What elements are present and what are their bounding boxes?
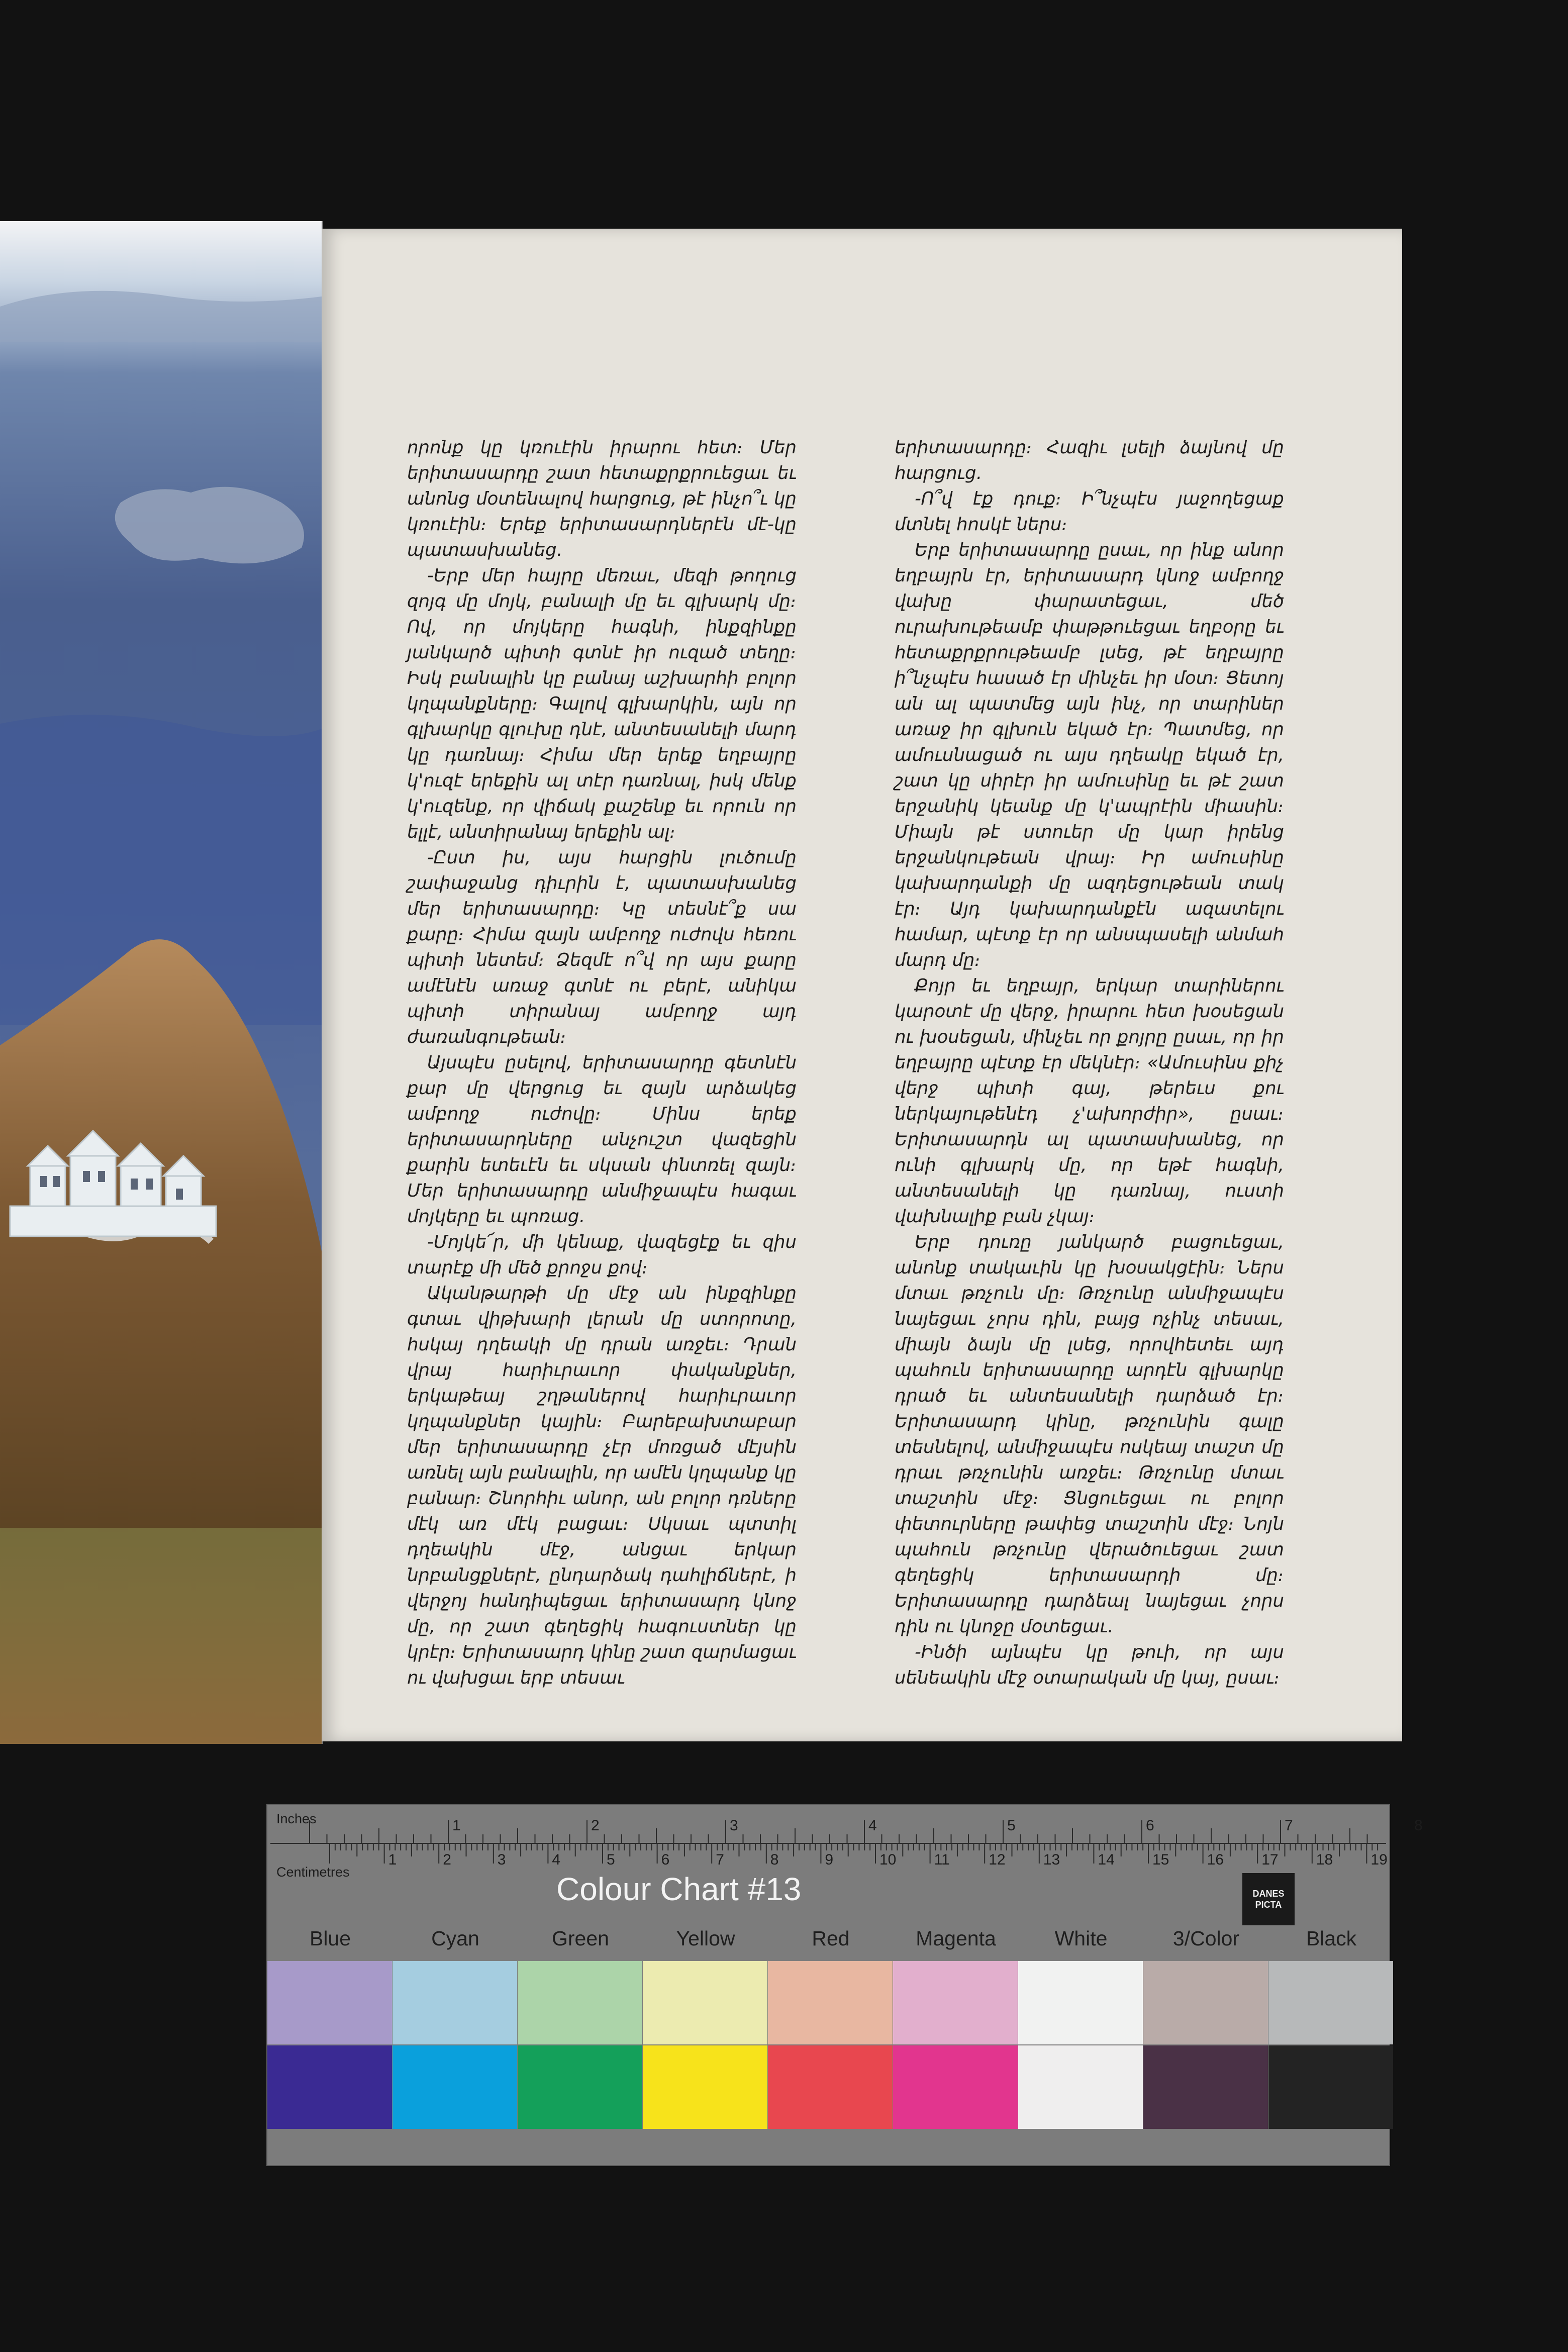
- paragraph: Ականթարթի մը մէջ ան ինքզինքը գտաւ վիթխարի լերան մը ստորոտը, հսկայ դղեակի մը դրան առջեւ։ Դրան վրայ հարիւրաւոր փականքներ, երկաթեայ շղթաներով հարիւրաւոր կղպանքներ կային։ Բարեբախտաբար մեր երիտասարդը չէր մոռցած մէյսին առնել այն բանալին, որ ամէն կղպանք կը բանար։ Շնորհիւ անոր, ան բոլոր դռները մէկ առ մէկ բացաւ։ Սկսաւ պտտիլ դղեակին մէջ, անցաւ երկար նրբանցքներէ, ընդարձակ դահլիճներէ, ի վերջոյ հանդիպեցաւ երիտասարդ կնոջ մը, որ շատ գեղեցիկ հագուստներ կը կրէր։ Երիտասարդ կինը շատ զարմացաւ ու վախցաւ երբ տեսաւ: [407, 1283, 797, 1688]
- inch-tick-label: 6: [1146, 1817, 1154, 1834]
- swatch-label-cyan: Cyan: [431, 1927, 479, 1950]
- colour-chart-card: [266, 1804, 1423, 2166]
- chart-title: Colour Chart #13: [556, 1871, 802, 1907]
- cm-tick-label: 6: [661, 1851, 670, 1868]
- swatch-dark-3-color: [1143, 2045, 1268, 2129]
- watercolor-landscape-image: [0, 221, 322, 1744]
- swatch-light-white: [1018, 1961, 1143, 2044]
- paragraph: Երբ դուռը յանկարծ բացուեցաւ, անոնք տակաւին կը խօսակցէին։ Ներս մտաւ թռչուն մը։ Թռչունը անմիջապէս նայեցաւ չորս դին, բայց ոչինչ տեսաւ, միայն ձայն մը լսեց, որովհետեւ այդ պահուն երիտասարդը արդէն գլխարկը դրած եւ անտեսանելի դարձած էր։ Երիտասարդ կինը, թռչունին գալը տեսնելով, անմիջապէս ոսկեայ տաշտ մը դրաւ թռչունին առջեւ։ Թռչունը մտաւ տաշտին մէջ։ Ցնցուեցաւ ու բոլոր փետուրները թափեց տաշտին մէջ։ Նոյն պահուն թռչունը վերածուեցաւ շատ գեղեցիկ երիտասարդի մը։ Երիտասարդը դարձեալ նայեցաւ չորս դին ու կնոջը մօտեցաւ․: [895, 1232, 1284, 1637]
- swatch-dark-cyan: [393, 2045, 517, 2129]
- swatch-light-red: [768, 1961, 893, 2044]
- cm-tick-label: 19: [1370, 1851, 1388, 1868]
- swatch-dark-magenta: [893, 2045, 1018, 2129]
- swatch-dark-white: [1018, 2045, 1143, 2129]
- paragraph: -Երբ մեր հայրը մեռաւ, մեզի թողուց զոյգ մը մոյկ, բանալի մը եւ գլխարկ մը։ Ով, որ մոյկերը հագնի, ինքզինքը յանկարծ պիտի գտնէ իր ուզած տեղը։ Իսկ բանալին կը բանայ աշխարհի բոլոր կղպանքները։ Գալով գլխարկին, այն որ գլխարկը գլուխը դնէ, անտեսանելի մարդ կը դառնայ։ Հիմա մեր երեք եղբայրը կ'ուզէ երեքին ալ տէր դառնալ, իսկ մենք կ'ուզենք, որ վիճակ քաշենք եւ որուն որ ելլէ, անտիրանայ երեքին ալ։: [407, 565, 797, 842]
- cm-tick-label: 1: [388, 1851, 397, 1868]
- swatch-light-green: [518, 1961, 642, 2044]
- swatch-light-blue: [267, 1961, 392, 2044]
- swatch-light-yellow: [643, 1961, 767, 2044]
- swatch-label-magenta: Magenta: [916, 1927, 996, 1950]
- cm-tick-label: 9: [825, 1851, 834, 1868]
- inch-tick-label: 1: [452, 1817, 461, 1834]
- centimetres-label: Centimetres: [276, 1865, 350, 1880]
- paragraph: երիտասարդը։ Հազիւ լսելի ձայնով մը հարցուց․: [895, 437, 1284, 483]
- book-illustration: [0, 221, 323, 1744]
- inch-tick-label: 8: [1414, 1817, 1423, 1834]
- swatch-label-yellow: Yellow: [676, 1927, 735, 1950]
- cm-tick-label: 7: [716, 1851, 724, 1868]
- inch-tick-label: 4: [868, 1817, 877, 1834]
- paragraph: Երբ երիտասարդը ըսաւ, որ ինք անոր եղբայրն էր, երիտասարդ կնոջ ամբողջ վախը փարատեցաւ, մեծ ուրախութեամբ փաթթուեցաւ եղբօրը եւ հետաքրքրութեամբ լսեց, թէ եղբայրը ի՞նչպէս հասած էր մինչեւ իր մօտ։ Ցետոյ ան ալ պատմեց այն ինչ, որ տարիներ առաջ իր գլխուն եկած էր։ Պատմեց, որ ամուսնացած ու այս դղեակը եկած էր, շատ կը սիրէր իր ամուսինը եւ թէ շատ երջանիկ կեանք մը կ'ապրէին միասին։ Միայն թէ ստուեր մը կար իրենց երջանկութեան վրայ։ Իր ամուսինը կախարդանքի մը ազդեցութեան տակ էր։ Այդ կախարդանքէն ազատելու համար, պէտք էր որ անսպասելի անմահ մարդ մը։: [895, 540, 1284, 970]
- swatch-dark-blue: [267, 2045, 392, 2129]
- cm-tick-label: 12: [989, 1851, 1006, 1868]
- swatch-dark-red: [768, 2045, 893, 2129]
- swatch-light-cyan: [393, 1961, 517, 2044]
- cm-tick-label: 11: [934, 1851, 950, 1868]
- ruler-scale: [270, 1813, 1423, 1884]
- cm-tick-label: 16: [1207, 1851, 1224, 1868]
- swatch-light-black: [1268, 1961, 1393, 2044]
- swatch-label-3-color: 3/Color: [1172, 1927, 1240, 1950]
- swatch-dark-yellow: [643, 2045, 767, 2129]
- inch-tick-label: 2: [591, 1817, 600, 1834]
- swatch-dark-green: [518, 2045, 642, 2129]
- text-column-left: [407, 435, 797, 1691]
- cm-tick-label: 10: [879, 1851, 897, 1868]
- cm-tick-label: 14: [1098, 1851, 1115, 1868]
- cm-tick-label: 18: [1316, 1851, 1333, 1868]
- swatch-label-red: Red: [812, 1927, 850, 1950]
- inch-tick-label: 3: [730, 1817, 738, 1834]
- cm-tick-label: 3: [497, 1851, 506, 1868]
- cm-tick-label: 2: [443, 1851, 451, 1868]
- paragraph: -Ինծի այնպէս կը թուի, որ այս սենեակին մէջ օտարական մը կայ, ըսաւ։: [895, 1642, 1284, 1688]
- swatch-light-magenta: [893, 1961, 1018, 2044]
- cm-tick-label: 15: [1152, 1851, 1169, 1868]
- inch-tick-label: 7: [1285, 1817, 1293, 1834]
- cm-tick-label: 13: [1043, 1851, 1060, 1868]
- cm-tick-label: 5: [607, 1851, 615, 1868]
- swatch-light-3-color: [1143, 1961, 1268, 2044]
- swatch-label-white: White: [1054, 1927, 1108, 1950]
- paragraph: որոնք կը կռուէին իրարու հետ։ Մեր երիտասարդը շատ հետաքրքրուեցաւ եւ անոնց մօտենալով հարցուց, թէ ինչո՞ւ կը կռուէին։ Երեք երիտասարդներէն մէ-կը պատասխանեց․: [407, 437, 797, 560]
- swatch-label-blue: Blue: [309, 1927, 351, 1950]
- swatch-label-black: Black: [1306, 1927, 1357, 1950]
- text-page: [322, 229, 1402, 1741]
- paragraph: -Մոյկե՜ր, մի կենաք, վազեցէք եւ զիս տարէք մի մեծ քրոջս քով։: [407, 1232, 797, 1278]
- inches-label: Inches: [276, 1811, 317, 1826]
- swatch-dark-black: [1268, 2045, 1393, 2129]
- cm-tick-label: 4: [552, 1851, 561, 1868]
- brand-logo: DANES PICTA: [1242, 1873, 1295, 1925]
- paragraph: Այսպէս ըսելով, երիտասարդը գետնէն քար մը վերցուց եւ զայն արձակեց ամբողջ ուժովը։ Մինս երեք երիտասարդները անչուշտ վազեցին քարին ետեւէն եւ սկսան փնտռել զայն։ Մեր երիտասարդը անմիջապէս հագաւ մոյկերը եւ պոռաց․: [407, 1052, 797, 1227]
- paragraph: -Ըստ իս, այս հարցին լուծումը շափաջանց դիւրին է, պատասխանեց մեր երիտասարդը։ Կը տեսնէ՞ք սա քարը։ Հիմա զայն ամբողջ ուժովս հեռու պիտի նետեմ։ Ձեզմէ ո՞վ որ այս քարը ամէնէն առաջ գտնէ ու բերէ, անիկա պիտի տիրանայ ամբողջ այդ ժառանգութեան։: [407, 847, 797, 1047]
- cm-tick-label: 17: [1261, 1851, 1279, 1868]
- text-column-right: [895, 435, 1284, 1691]
- cm-tick-label: 8: [770, 1851, 779, 1868]
- ruler: [270, 1811, 1423, 1884]
- inch-tick-label: 5: [1007, 1817, 1016, 1834]
- swatch-label-green: Green: [552, 1927, 609, 1950]
- paragraph: Քոյր եւ եղբայր, երկար տարիներու կարօտէ մը վերջ, իրարու հետ խօսեցան ու խօսեցան, մինչեւ որ քոյրը ըսաւ, որ իր եղբայրը պէտք էր մեկնէր։ «Ամուսինս քիչ վերջ պիտի գայ, թերեւս քու ներկայութենէդ չ'ախորժիր», ըսաւ։ Երիտասարդն ալ պատասխանեց, որ ունի գլխարկ մը, որ եթէ հագնի, անտեսանելի կը դառնայ, ուստի վախնալիք բան չկայ։: [895, 975, 1284, 1227]
- paragraph: -Ո՞վ էք դուք։ Ի՞նչպէս յաջողեցաք մտնել հոսկէ ներս։: [895, 488, 1284, 535]
